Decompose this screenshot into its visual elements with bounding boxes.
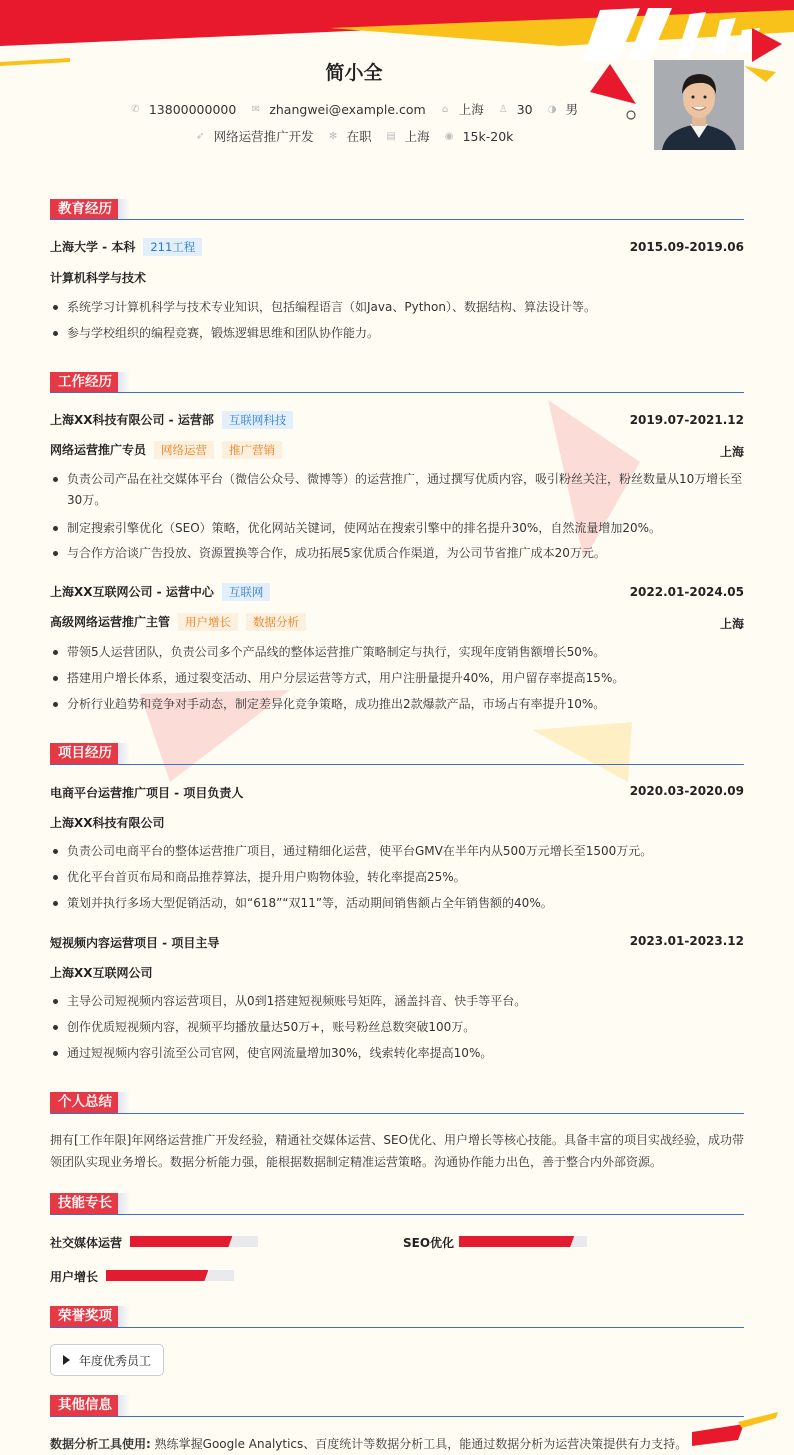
intent-row	[0, 127, 708, 145]
intent-city: ▤ 上海	[386, 129, 430, 144]
play-triangle-icon	[63, 1355, 70, 1365]
work-city: 上海	[719, 445, 744, 459]
contact-row	[0, 100, 708, 118]
section-divider	[50, 1113, 744, 1114]
education-major: 计算机科学与技术	[50, 271, 147, 285]
skill-name: 社交媒体运营	[50, 1236, 123, 1250]
send-icon: ➶	[195, 130, 205, 142]
role-tag: 数据分析	[246, 613, 306, 631]
project-title: 短视频内容运营项目 - 项目主导	[50, 936, 220, 950]
candidate-name: 简小全	[325, 62, 383, 84]
list-item: 系统学习计算机科学与技术专业知识，包括编程语言（如Java、Python）、数据结构、算法设计等。	[50, 297, 744, 318]
age-icon: ♙	[498, 103, 508, 115]
work-company: 上海XX互联网公司 - 运营中心 互联网	[50, 583, 270, 601]
building-icon: ▤	[386, 130, 396, 142]
work-company: 上海XX科技有限公司 - 运营部 互联网科技	[50, 411, 293, 429]
list-item: 负责公司电商平台的整体运营推广项目，通过精细化运营，使平台GMV在半年内从500万元增长至1500万元。	[50, 841, 744, 862]
list-item: 与合作方洽谈广告投放、资源置换等合作，成功拓展5家优质合作渠道，为公司节省推广成本20万元。	[50, 543, 744, 564]
section-title-project: 项目经历	[50, 743, 120, 764]
section-title-summary: 个人总结	[50, 1092, 120, 1113]
skill-name: SEO优化	[403, 1236, 455, 1250]
list-item: 策划并执行多场大型促销活动，如“618”“双11”等，活动期间销售额占全年销售额的40%。	[50, 893, 744, 914]
section-title-honors: 荣誉奖项	[50, 1306, 120, 1327]
list-item: 搭建用户增长体系，通过裂变活动、用户分层运营等方式，用户注册量提升40%，用户留存率提高15%。	[50, 668, 744, 689]
section-divider	[50, 1214, 744, 1215]
contact-phone: ✆ 13800000000	[131, 101, 237, 117]
skill-bar	[459, 1236, 587, 1247]
list-item: 通过短视频内容引流至公司官网，使官网流量增加30%，线索转化率提高10%。	[50, 1043, 744, 1064]
skill-name: 用户增长	[50, 1270, 99, 1284]
section-title-tail	[118, 199, 130, 220]
work-date: 2019.07-2021.12	[629, 413, 744, 427]
section-title-skills: 技能专长	[50, 1193, 120, 1214]
work-city: 上海	[719, 617, 744, 631]
skill-bar-fill	[106, 1270, 208, 1281]
contact-age: ♙ 30	[498, 101, 533, 117]
list-item: 分析行业趋势和竞争对手动态，制定差异化竞争策略，成功推出2款爆款产品，市场占有率提升10%。	[50, 694, 744, 715]
honor-item[interactable]: 年度优秀员工	[50, 1344, 164, 1376]
gender-icon: ◑	[547, 103, 557, 115]
project-company: 上海XX科技有限公司	[50, 816, 165, 830]
section-title-tail	[118, 1395, 130, 1416]
skill-bar-fill	[130, 1236, 232, 1247]
avatar-photo	[654, 60, 744, 150]
section-divider	[50, 219, 744, 220]
summary-text: 拥有[工作年限]年网络运营推广开发经验，精通社交媒体运营、SEO优化、用户增长等核心技能。具备丰富的项目实战经验，成功带领团队实现业务增长。数据分析能力强，能根据数据制定精准运营策略。沟通协作能力出色，善于整合内外部资源。	[50, 1133, 745, 1169]
education-date: 2015.09-2019.06	[629, 240, 744, 254]
section-title-work: 工作经历	[50, 372, 120, 393]
section-title-tail	[118, 1193, 130, 1214]
section-title-other: 其他信息	[50, 1395, 120, 1416]
section-title-tail	[118, 1306, 130, 1327]
work-date: 2022.01-2024.05	[629, 585, 744, 599]
other-info: 数据分析工具使用: 熟练掌握Google Analytics、百度统计等数据分析工具，能通过数据分析为运营决策提供有力支持。	[50, 1437, 688, 1451]
status-icon: ✻	[328, 130, 338, 142]
school-tag: 211工程	[143, 238, 202, 256]
list-item: 负责公司产品在社交媒体平台（微信公众号、微博等）的运营推广，通过撰写优质内容，吸引粉丝关注，粉丝数量从10万增长至30万。	[50, 469, 744, 511]
section-title-tail	[118, 1092, 130, 1113]
contact-email: ✉ zhangwei@example.com	[251, 101, 426, 117]
work-role: 高级网络运营推广主管 用户增长 数据分析	[50, 613, 306, 631]
project-date: 2020.03-2020.09	[629, 784, 744, 798]
role-tag: 网络运营	[154, 441, 214, 459]
section-title-tail	[118, 743, 130, 764]
section-divider	[50, 764, 744, 765]
salary-icon: ◉	[444, 130, 454, 142]
section-title-education: 教育经历	[50, 199, 120, 220]
project-company: 上海XX互联网公司	[50, 966, 153, 980]
email-icon: ✉	[251, 103, 261, 115]
industry-tag: 互联网	[222, 583, 271, 601]
intent-position: ➶ 网络运营推广开发	[195, 129, 314, 144]
role-tag: 用户增长	[178, 613, 238, 631]
home-icon: ⌂	[442, 103, 449, 115]
project-date: 2023.01-2023.12	[629, 934, 744, 948]
list-item: 带领5人运营团队，负责公司多个产品线的整体运营推广策略制定与执行，实现年度销售额增长50%。	[50, 642, 744, 663]
project-title: 电商平台运营推广项目 - 项目负责人	[50, 786, 244, 800]
section-divider	[50, 1416, 744, 1417]
work-role: 网络运营推广专员 网络运营 推广营销	[50, 441, 282, 459]
section-title-tail	[118, 372, 130, 393]
list-item: 主导公司短视频内容运营项目，从0到1搭建短视频账号矩阵，涵盖抖音、快手等平台。	[50, 991, 744, 1012]
skill-bar	[106, 1270, 234, 1281]
list-item: 创作优质短视频内容，视频平均播放量达50万+，账号粉丝总数突破100万。	[50, 1017, 744, 1038]
list-item: 制定搜索引擎优化（SEO）策略，优化网站关键词，使网站在搜索引擎中的排名提升30%，自然流量增加20%。	[50, 518, 744, 539]
contact-city: ⌂ 上海	[440, 100, 484, 118]
education-school: 上海大学 - 本科 211工程	[50, 238, 202, 256]
section-divider	[50, 392, 744, 393]
intent-status: ✻ 在职	[328, 129, 372, 144]
section-divider	[50, 1327, 744, 1328]
industry-tag: 互联网科技	[222, 411, 294, 429]
contact-gender: ◑ 男	[547, 102, 579, 117]
list-item: 参与学校组织的编程竞赛，锻炼逻辑思维和团队协作能力。	[50, 323, 744, 344]
intent-salary: ◉ 15k-20k	[444, 128, 514, 144]
skill-bar-fill	[459, 1236, 574, 1247]
role-tag: 推广营销	[222, 441, 282, 459]
skill-bar	[130, 1236, 258, 1247]
phone-icon: ✆	[131, 103, 140, 115]
list-item: 优化平台首页布局和商品推荐算法，提升用户购物体验，转化率提高25%。	[50, 867, 744, 888]
